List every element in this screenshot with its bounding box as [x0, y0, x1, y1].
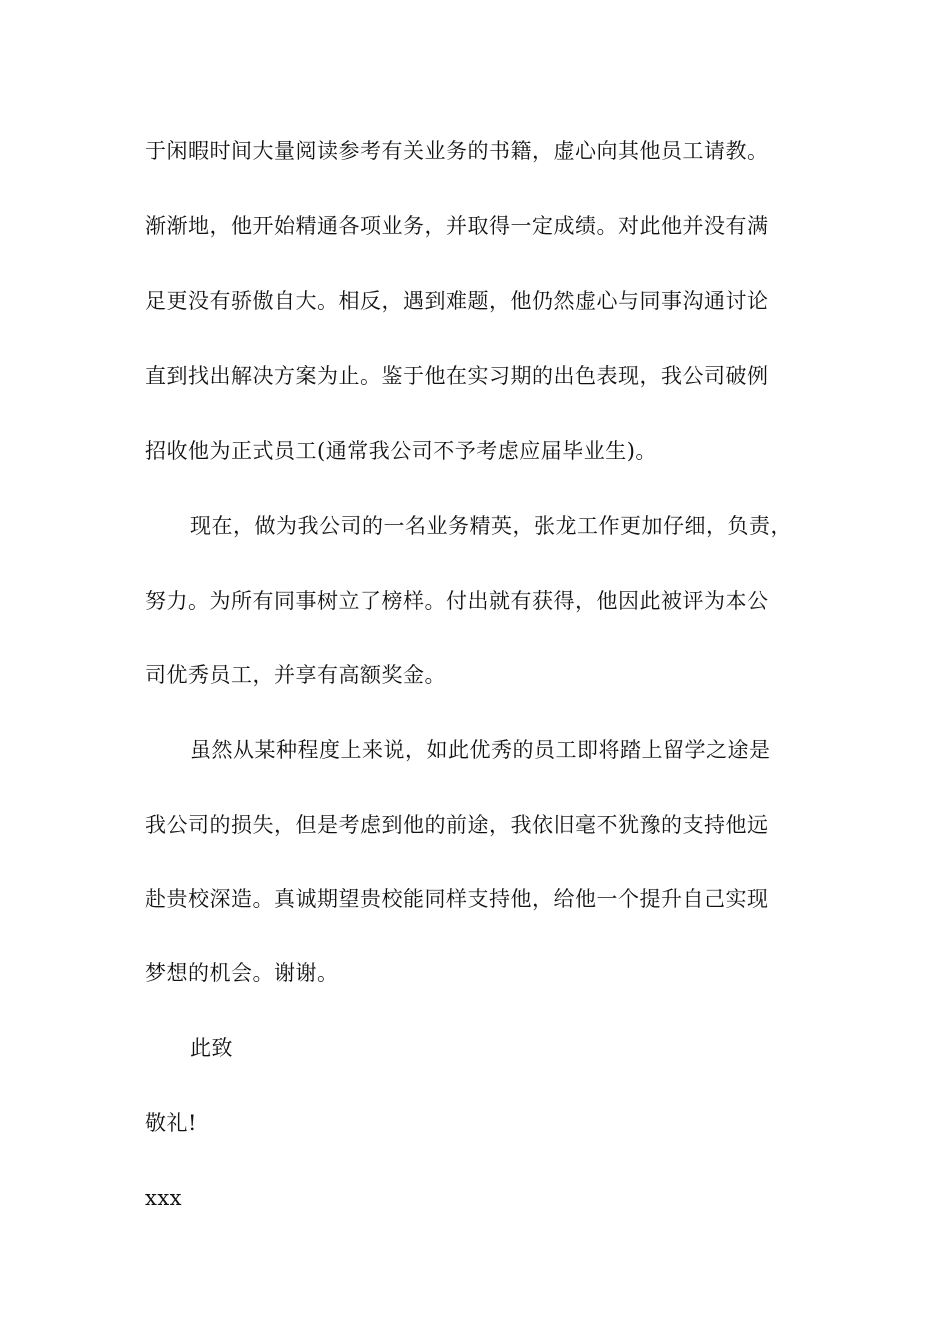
body-line-8: 司优秀员工，并享有高额奖金。	[145, 663, 446, 687]
body-line-11: 赴贵校深造。真诚期望贵校能同样支持他，给他一个提升自己实现	[145, 887, 769, 911]
body-line-12: 梦想的机会。谢谢。	[145, 961, 339, 985]
body-line-1: 于闲暇时间大量阅读参考有关业务的书籍，虚心向其他员工请教。	[145, 139, 769, 163]
salute-text: 敬礼!	[145, 1111, 197, 1135]
body-line-10: 我公司的损失，但是考虑到他的前途，我依旧毫不犹豫的支持他远	[145, 813, 769, 837]
body-line-5: 招收他为正式员工(通常我公司不予考虑应届毕业生)。	[145, 439, 657, 463]
body-line-3: 足更没有骄傲自大。相反，遇到难题，他仍然虚心与同事沟通讨论	[145, 289, 769, 313]
body-line-6: 现在，做为我公司的一名业务精英，张龙工作更加仔细，负责，	[190, 514, 792, 538]
closing-text: 此致	[190, 1036, 233, 1060]
body-line-7: 努力。为所有同事树立了榜样。付出就有获得，他因此被评为本公	[145, 589, 769, 613]
signature-text: xxx	[145, 1186, 183, 1210]
body-line-4: 直到找出解决方案为止。鉴于他在实习期的出色表现，我公司破例	[145, 364, 769, 388]
body-line-9: 虽然从某种程度上来说，如此优秀的员工即将踏上留学之途是	[190, 738, 771, 762]
body-line-2: 渐渐地，他开始精通各项业务，并取得一定成绩。对此他并没有满	[145, 214, 769, 238]
